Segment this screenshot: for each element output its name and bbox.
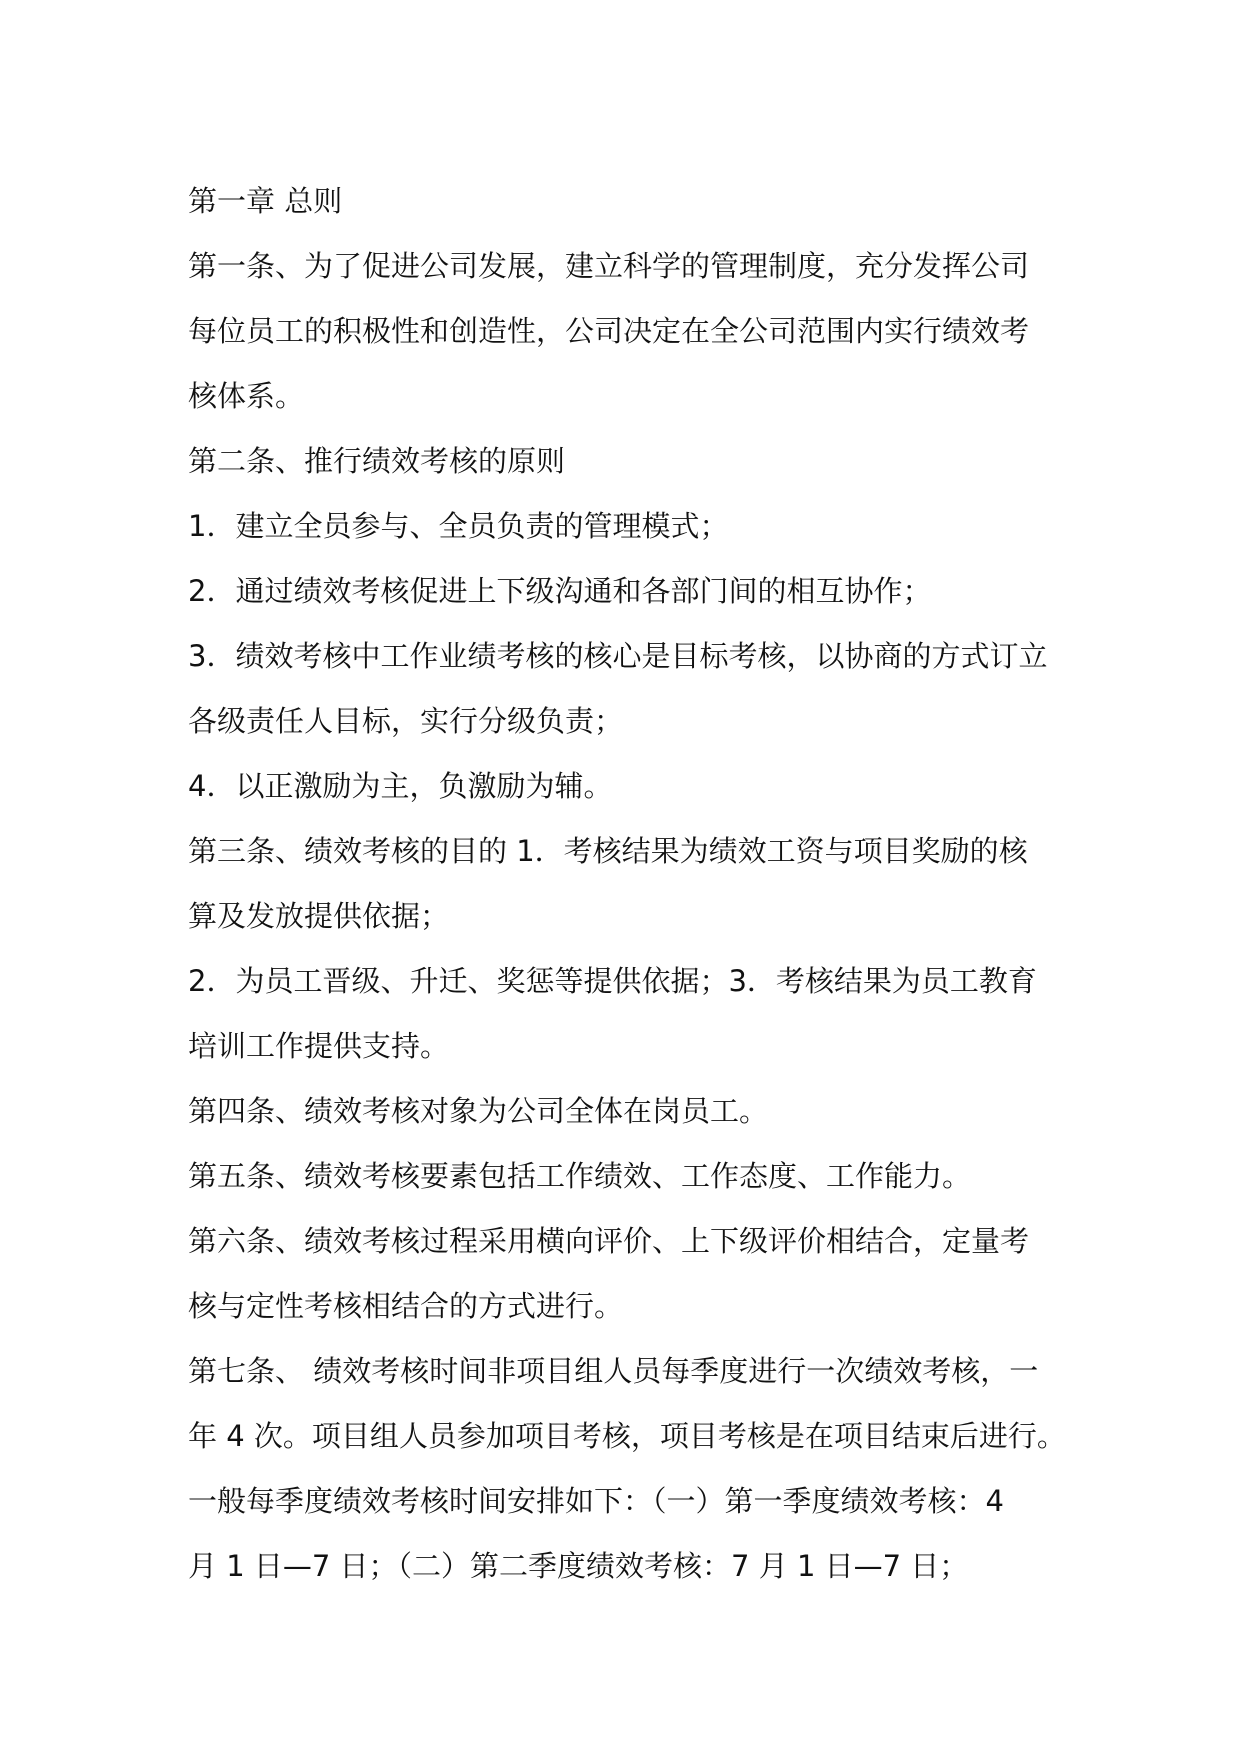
article-3-line-4: 培训工作提供支持。 <box>188 1029 450 1063</box>
article-2-heading: 第二条、推行绩效考核的原则 <box>188 444 566 478</box>
article-3-line-2: 算及发放提供依据； <box>188 899 450 933</box>
document-body <box>188 169 1088 1599</box>
schedule-line-1: 一般每季度绩效考核时间安排如下：（一）第一季度绩效考核：4 <box>188 1484 1004 1518</box>
principle-3-line-1: 3．绩效考核中工作业绩考核的核心是目标考核，以协商的方式订立 <box>188 639 1048 673</box>
principle-3-line-2: 各级责任人目标，实行分级负责； <box>188 704 624 738</box>
article-1-line-3: 核体系。 <box>188 379 305 413</box>
article-5: 第五条、绩效考核要素包括工作绩效、工作态度、工作能力。 <box>188 1159 972 1193</box>
schedule-line-2: 月 1 日—7 日；（二）第二季度绩效考核：7 月 1 日—7 日； <box>188 1549 969 1583</box>
article-7-line-1: 第七条、 绩效考核时间非项目组人员每季度进行一次绩效考核，一 <box>188 1354 1039 1388</box>
article-1-line-1: 第一条、为了促进公司发展，建立科学的管理制度，充分发挥公司 <box>188 249 1030 283</box>
article-7-line-2: 年 4 次。项目组人员参加项目考核，项目考核是在项目结束后进行。 <box>188 1419 1066 1453</box>
article-3-line-1: 第三条、绩效考核的目的 1．考核结果为绩效工资与项目奖励的核 <box>188 834 1028 868</box>
article-4: 第四条、绩效考核对象为公司全体在岗员工。 <box>188 1094 769 1128</box>
article-6-line-2: 核与定性考核相结合的方式进行。 <box>188 1289 624 1323</box>
principle-4: 4．以正激励为主，负激励为辅。 <box>188 769 613 803</box>
principle-2: 2．通过绩效考核促进上下级沟通和各部门间的相互协作； <box>188 574 932 608</box>
article-1-line-2: 每位员工的积极性和创造性，公司决定在全公司范围内实行绩效考 <box>188 314 1030 348</box>
article-6-line-1: 第六条、绩效考核过程采用横向评价、上下级评价相结合，定量考 <box>188 1224 1030 1258</box>
chapter-heading: 第一章 总则 <box>188 184 343 218</box>
principle-1: 1．建立全员参与、全员负责的管理模式； <box>188 509 729 543</box>
article-3-line-3: 2．为员工晋级、升迁、奖惩等提供依据；3．考核结果为员工教育 <box>188 964 1037 998</box>
